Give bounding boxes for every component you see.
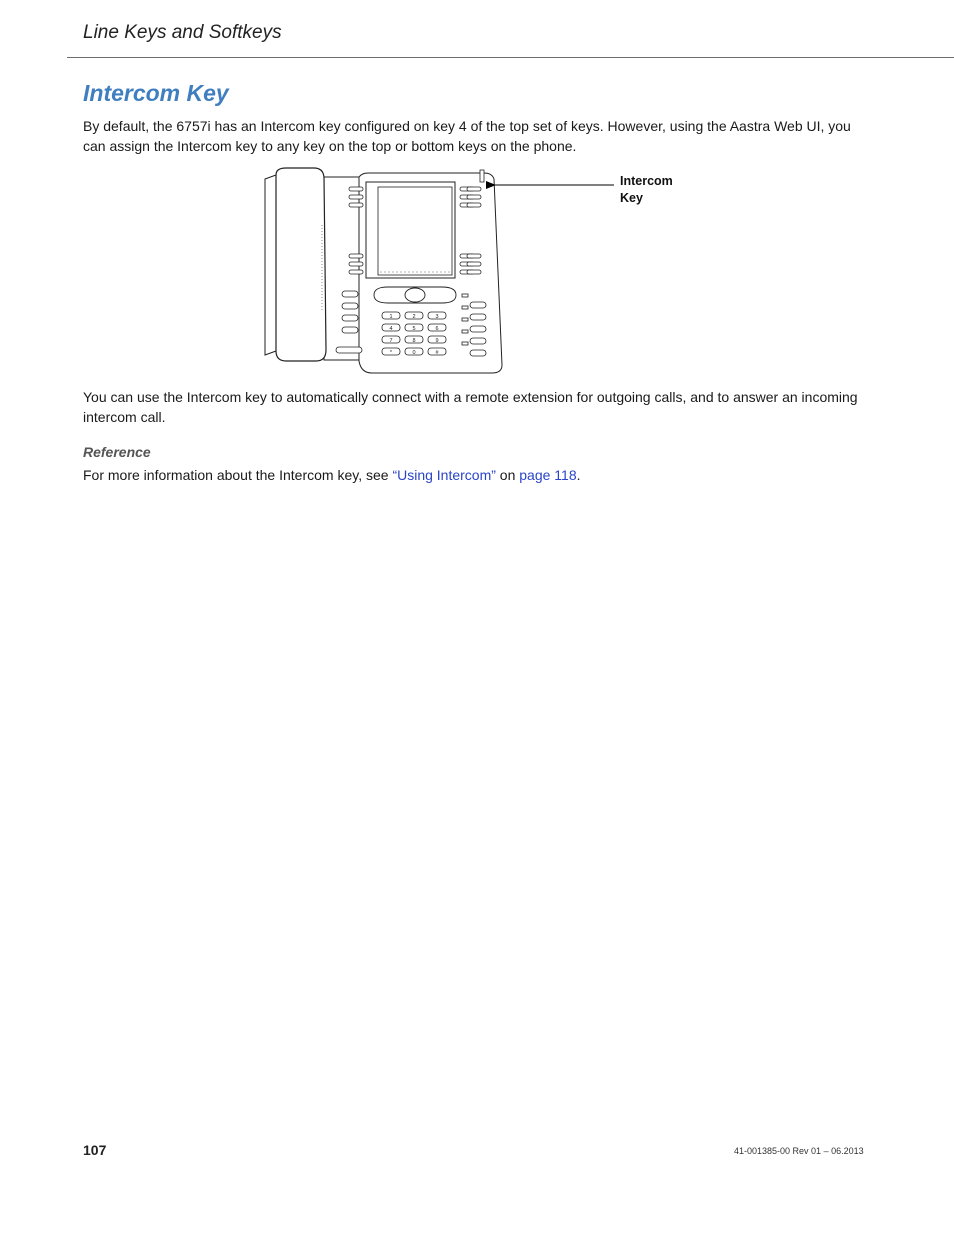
- page-number: 107: [83, 1142, 107, 1158]
- usage-paragraph: You can use the Intercom key to automatically connect with a remote extension for outgoing calls, and to answer an incoming intercom call.: [83, 389, 858, 425]
- keypad-key-2: 2: [412, 314, 416, 320]
- reference-text-before: For more information about the Intercom key, see: [83, 467, 393, 483]
- keypad-key-9: 9: [435, 338, 439, 344]
- keypad-key-6: 6: [435, 326, 439, 332]
- page-118-link[interactable]: page 118: [519, 467, 577, 483]
- running-header: Line Keys and Softkeys: [83, 22, 282, 43]
- reference-text-after: .: [576, 467, 581, 483]
- callout-line-2: Key: [620, 191, 643, 205]
- keypad-key-hash: #: [435, 350, 439, 356]
- using-intercom-link[interactable]: “Using Intercom”: [392, 467, 496, 483]
- keypad-key-3: 3: [435, 314, 439, 320]
- keypad-key-8: 8: [412, 338, 416, 344]
- intercom-key-marker: [480, 170, 484, 182]
- callout-line-1: Intercom: [620, 174, 673, 188]
- keypad-key-0: 0: [412, 350, 416, 356]
- intro-paragraph: By default, the 6757i has an Intercom key configured on key 4 of the top set of keys. However, using the Aastra Web UI, you can assign the Intercom key to any key on the top or bottom keys on the phone.: [83, 118, 851, 154]
- header-rule: [67, 57, 954, 58]
- reference-text-middle: on: [495, 467, 520, 483]
- keypad-key-7: 7: [389, 338, 393, 344]
- section-title: Intercom Key: [83, 80, 229, 106]
- document-id: 41-001385-00 Rev 01 – 06.2013: [734, 1146, 864, 1156]
- keypad-key-star: *: [389, 350, 393, 356]
- keypad-key-5: 5: [412, 326, 416, 332]
- reference-heading: Reference: [83, 444, 151, 460]
- keypad-key-4: 4: [389, 326, 393, 332]
- intercom-key-callout: [620, 173, 673, 207]
- keypad-key-1: 1: [389, 314, 393, 320]
- reference-paragraph: [83, 466, 873, 486]
